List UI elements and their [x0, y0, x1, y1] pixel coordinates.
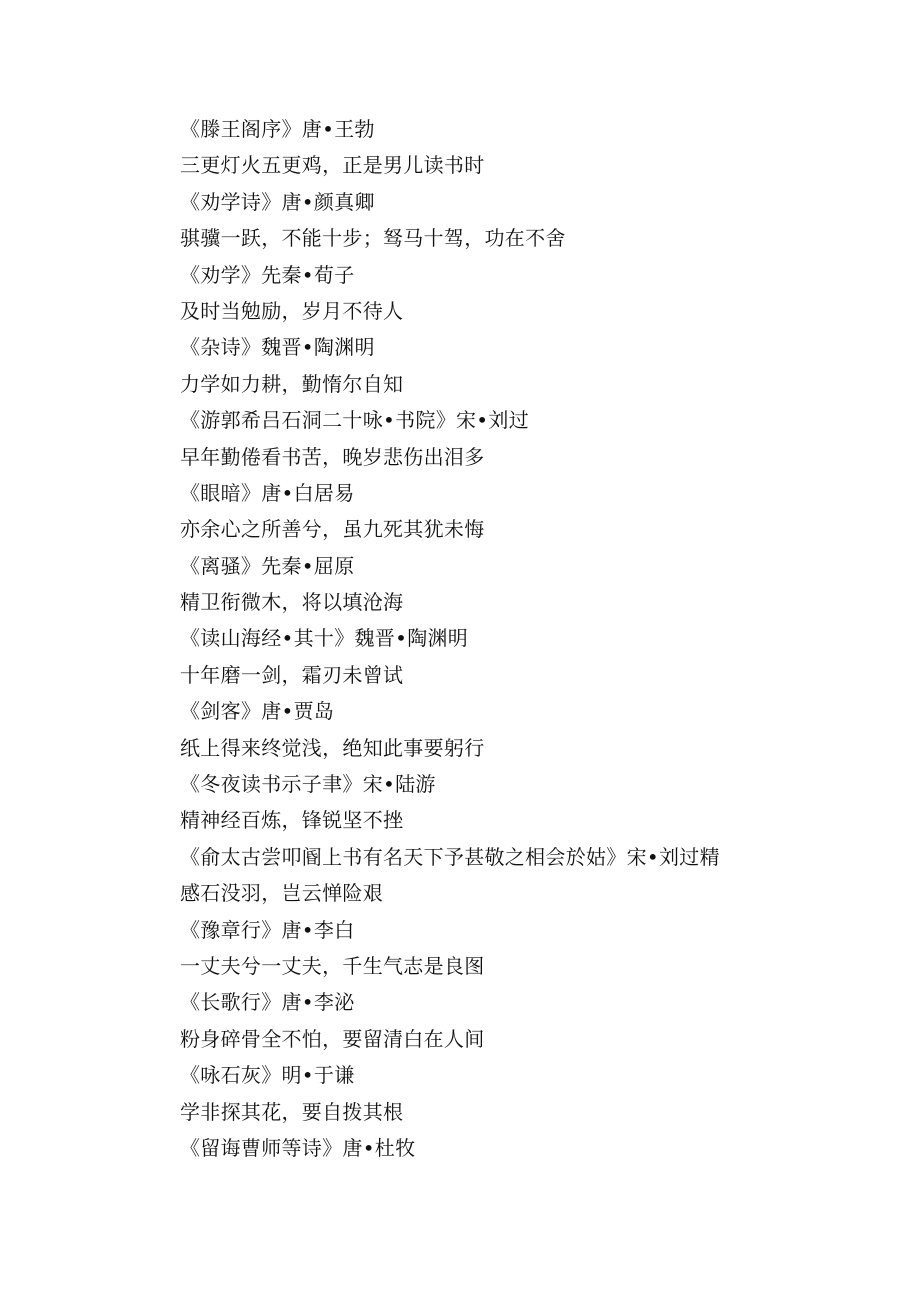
source-line: 《滕王阁序》唐•王勃: [180, 117, 375, 141]
source-line: 《杂诗》魏晋•陶渊明: [180, 335, 375, 360]
source-line: 《长歌行》唐•李泌: [180, 990, 355, 1015]
verse-line: 一丈夫兮一丈夫，千生气志是良图: [180, 953, 485, 978]
verse-line: 粉身碎骨全不怕，要留清白在人间: [180, 1026, 485, 1051]
verse-line: 及时当勉励，岁月不待人: [180, 298, 404, 323]
verse-line: 精卫衔微木，将以填沧海: [180, 590, 404, 615]
verse-line: 早年勤倦看书苦，晚岁悲伤出泪多: [180, 444, 485, 469]
source-line: 《俞太古尝叩阍上书有名天下予甚敬之相会於姑》宋•刘过精: [180, 844, 720, 869]
verse-line: 精神经百炼，锋锐坚不挫: [180, 808, 404, 833]
verse-line: 力学如力耕，勤惰尔自知: [180, 371, 404, 396]
source-line: 《劝学诗》唐•颜真卿: [180, 189, 375, 214]
source-line: 《离骚》先秦•屈原: [180, 553, 355, 578]
source-line: 《留诲曹师等诗》唐•杜牧: [180, 1135, 416, 1160]
source-line: 《读山海经•其十》魏晋•陶渊明: [180, 626, 469, 651]
source-line: 《豫章行》唐•李白: [180, 917, 355, 942]
verse-line: 感石没羽，岂云惮险艰: [180, 881, 383, 906]
source-line: 《咏石灰》明•于谦: [180, 1063, 355, 1088]
source-line: 《冬夜读书示子聿》宋•陆游: [180, 772, 436, 797]
source-line: 《游郭希吕石洞二十咏•书院》宋•刘过: [180, 408, 529, 433]
verse-line: 十年磨一剑，霜刃未曾试: [180, 662, 404, 687]
text-block: [180, 111, 900, 1166]
verse-line: 三更灯火五更鸡，正是男儿读书时: [180, 153, 485, 178]
verse-line: 学非探其花，要自拨其根: [180, 1099, 404, 1124]
verse-line: 亦余心之所善兮，虽九死其犹未悔: [180, 517, 485, 542]
verse-line: 纸上得来终觉浅，绝知此事要躬行: [180, 735, 485, 760]
source-line: 《眼暗》唐•白居易: [180, 480, 355, 505]
source-line: 《劝学》先秦•荀子: [180, 262, 355, 287]
verse-line: 骐骥一跃，不能十步；驽马十驾，功在不舍: [180, 226, 566, 251]
source-line: 《剑客》唐•贾岛: [180, 699, 335, 724]
